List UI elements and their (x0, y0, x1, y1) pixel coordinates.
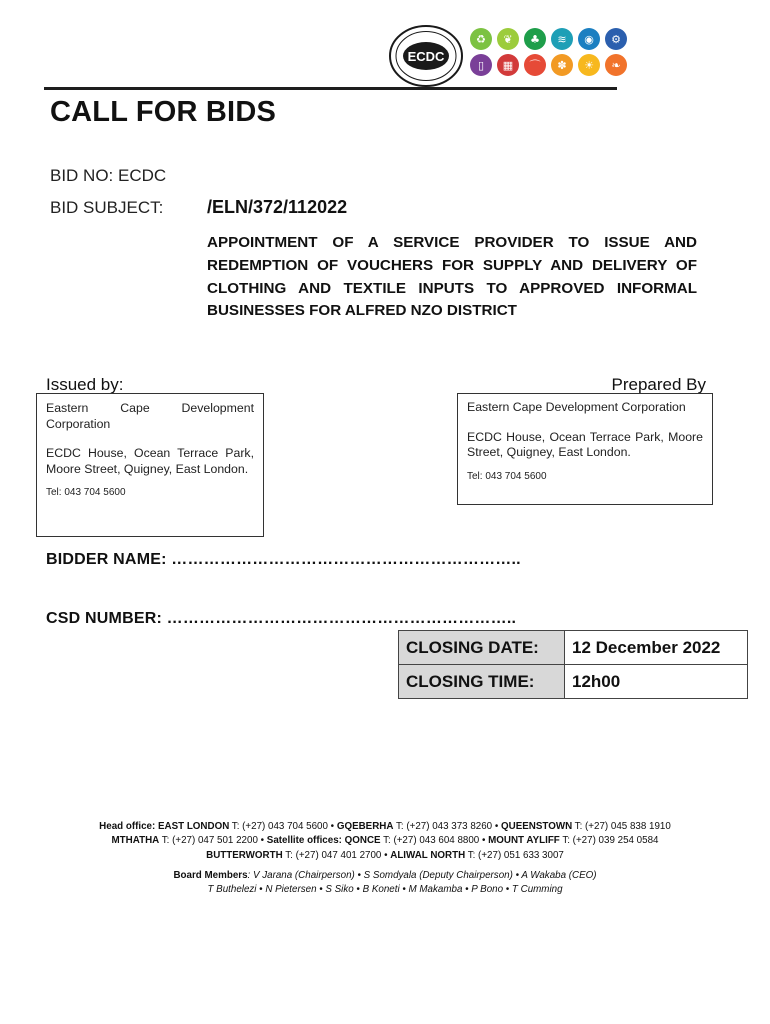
footer-contacts (40, 820, 730, 863)
closing-time-row (399, 665, 748, 699)
recycle-icon: ♻ (470, 28, 492, 50)
title-rule (44, 87, 617, 90)
footer-line-3: BUTTERWORTH T: (+27) 047 401 2700 • ALIWAL NORTH T: (+27) 051 633 3007 (206, 849, 564, 861)
closing-time-label: CLOSING TIME: (399, 665, 565, 699)
prepared-by-label: Prepared By (611, 375, 706, 394)
footer-line-1: Head office: EAST LONDON T: (+27) 043 704 5600 • GQEBERHA T: (+27) 043 373 8260 • QUEENSTOWN T: (+27) 045 838 1910 (99, 821, 671, 832)
tool-icon: ⚙ (605, 28, 627, 50)
bidder-name-field: BIDDER NAME: ……………………………………………………….. (46, 551, 521, 568)
leaf-icon: ❦ (497, 28, 519, 50)
issuer-address: ECDC House, Ocean Terrace Park, Moore Street, Quigney, East London. (46, 446, 254, 476)
closing-table (398, 630, 748, 699)
closing-date-label: CLOSING DATE: (399, 631, 565, 665)
issuer-org: Eastern Cape Development Corporation (46, 401, 254, 431)
preparer-address: ECDC House, Ocean Terrace Park, Moore Street, Quigney, East London. (467, 429, 703, 459)
sun-icon: ☀ (578, 54, 600, 76)
issuer-tel: Tel: 043 704 5600 (46, 487, 126, 498)
issued-by-label: Issued by: (46, 375, 124, 394)
phone-icon: ▯ (470, 54, 492, 76)
wheat-icon: ✽ (551, 54, 573, 76)
logo-text: ECDC (407, 49, 445, 64)
preparer-tel: Tel: 043 704 5600 (467, 470, 547, 482)
csd-number-field: CSD NUMBER: ……………………………………………………….. (46, 610, 517, 627)
bid-number-label: BID NO: ECDC (50, 166, 167, 185)
closing-date-row (399, 631, 748, 665)
board-members (40, 869, 730, 898)
board-line-2: T Buthelezi • N Pietersen • S Siko • B Koneti • M Makamba • P Bono • T Cumming (207, 884, 563, 896)
tree-icon: ♣ (524, 28, 546, 50)
sector-icons (470, 28, 629, 76)
closing-time-value: 12h00 (565, 665, 748, 699)
building-icon: ▦ (497, 54, 519, 76)
preparer-org: Eastern Cape Development Corporation (467, 400, 686, 414)
bid-reference: /ELN/372/112022 (207, 197, 348, 217)
bid-subject-text: APPOINTMENT OF A SERVICE PROVIDER TO ISSUE AND REDEMPTION OF VOUCHERS FOR SUPPLY AND DELIVERY OF CLOTHING AND TEXTILE INPUTS TO APPROVED INFORMAL BUSINESSES FOR ALFRED NZO DISTRICT (207, 234, 697, 320)
car-icon: ◉ (578, 28, 600, 50)
hanger-icon: ⌒ (524, 54, 546, 76)
fish-icon: ≋ (551, 28, 573, 50)
animal-icon: ❧ (605, 54, 627, 76)
closing-date-value: 12 December 2022 (565, 631, 748, 665)
page-title: CALL FOR BIDS (50, 96, 277, 128)
bid-subject-label: BID SUBJECT: (50, 198, 164, 217)
ecdc-logo (388, 24, 464, 88)
prepared-by-box (457, 393, 713, 505)
board-line-1: Board Members: V Jarana (Chairperson) • S Somdyala (Deputy Chairperson) • A Wakaba (CEO) (173, 870, 597, 881)
footer-line-2: MTHATHA T: (+27) 047 501 2200 • Satellite offices: QONCE T: (+27) 043 604 8800 • MOUNT AYLIFF T: (+27) 039 254 0584 (111, 835, 659, 847)
issued-by-box (36, 393, 264, 537)
